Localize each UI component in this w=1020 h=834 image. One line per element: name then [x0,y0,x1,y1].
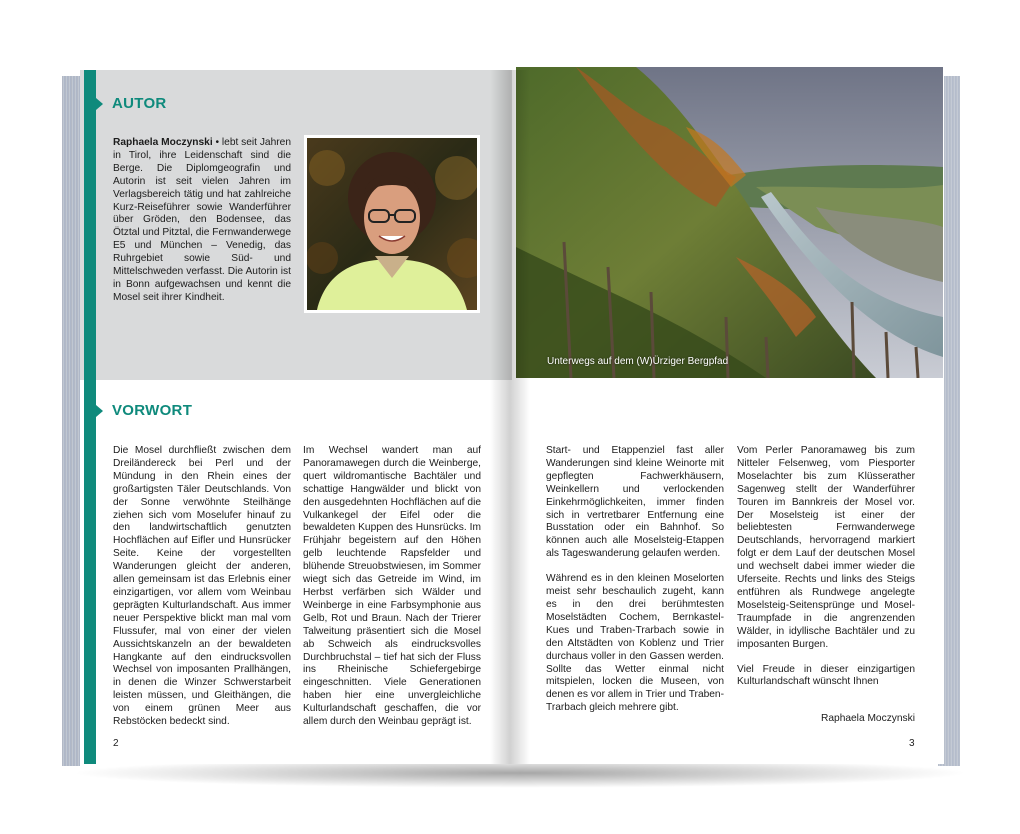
author-bio [113,137,291,305]
author-portrait-image [307,138,477,310]
preface-paragraph: Viel Freude in dieser einzigartigen Kulturlandschaft wünscht Ihnen [737,663,915,688]
heading-marker-icon [96,98,103,110]
author-photo [304,135,480,313]
preface-heading: VORWORT [112,402,193,419]
moselle-valley-image [516,67,943,378]
preface-column-4 [737,445,915,701]
preface-paragraph: Im Wechsel wandert man auf Panoramawegen durch die Weinberge, quert wildromantische Bachtäler und schattige Hangwälder und blickt von den ausgedehnten Hochflächen auf die Vulkankegel der Eifel oder die bewaldeten Kuppen des Hunsrücks. Im Frühjahr begeistern auf den Höhen gelb leuchtende Rapsfelder und blühende Streuobstwiesen, im Sommer wiegt sich das Getreide im Wind, im Herbst verfärben sich Wälder und Weinberge in eine Farbsymphonie aus Gelb, Rot und Braun. Nach der Trierer Talweitung präsentiert sich die Mosel ab Schweich als eindrucksvolles Durchbruchstal – tief hat sich der Fluss ins Rheinische Schiefergebirge eingeschnitten. Viele Generationen haben hier eine unvergleichliche Kulturlandschaft geschaffen, die vor allem durch den Weinbau geprägt ist. [303,445,481,728]
preface-paragraph: Vom Perler Panoramaweg bis zum Nitteler Felsenweg, vom Piesporter Moselachter bis zum Klüsserather Sagenweg stellt der Wanderführer Touren im Bannkreis der Mosel vor. Der Moselsteig ist einer der beliebtesten Fernwanderwege Deutschlands, hervorragend markiert folgt er dem Lauf der deutschen Mosel und wechselt dabei immer wieder die Uferseite. Rechts und links des Steigs entführen als Rundwege angelegte Moselsteig-Seitensprünge und Mosel-Traumpfade in die angrenzenden Wälder, in idyllische Bachtäler und zu imposanten Burgen. [737,445,915,650]
preface-paragraph: Die Mosel durchfließt zwischen dem Dreiländereck bei Perl und der Mündung in den Rhein eines der großartigsten Täler Deutschlands. Von der Sonne verwöhnte Steilhänge ziehen sich vom Moselufer hinauf zu den landwirtschaftlich genutzten Hochflächen auf Eifler und Hunsrücker Seite. Keine der vorgestellten Wanderungen gleicht der anderen, allen gemeinsam ist das Erlebnis einer einzigartigen, vor allem vom Weinbau geprägten Kulturlandschaft. Aus immer neuer Perspektive blickt man mal vom Flussufer, mal von einer der vielen Aussichtskanzeln an der bewaldeten Hangkante auf den eindrucksvollen Wechsel von imposanten Prallhängen, in denen die Winzer Schwerstarbeit leisten müssen, und Gleithängen, die von einem grünen Meer aus Rebstöcken bedeckt sind. [113,445,291,728]
landscape-photo [516,67,943,378]
page-number-left: 2 [113,738,119,749]
author-name: Raphaela Moczynski [113,137,213,148]
preface-paragraph: Während es in den kleinen Moselorten meist sehr beschaulich zugeht, kann es in den drei berühmtesten Moselstädten Cochem, Bernkastel-Kues und Traben-Trarbach sowie in den Altstädten von Koblenz und Trier durchaus voller in den Gassen werden. Sollte das Wetter einmal nicht mitspielen, locken die Museen, von denen es vor allem in Trier und Traben-Trarbach gleich mehrere gibt. [546,573,724,714]
author-signature: Raphaela Moczynski [821,713,915,724]
preface-column-3 [546,445,724,727]
preface-paragraph: Start- und Etappenziel fast aller Wanderungen sind kleine Weinorte mit gepflegten Fachwerkhäusern, Weinkellern und verlockenden Einkehrmöglichkeiten, immer finden sich in vertretbarer Entfernung eine Busstation oder ein Bahnhof. So können auch alle Moselsteig-Etappen als Tageswanderung gelaufen werden. [546,445,724,560]
author-heading: AUTOR [112,95,167,112]
photo-caption: Unterwegs auf dem (W)Ürziger Bergpfad [547,356,729,367]
heading-marker-icon [96,405,103,417]
book-gutter [490,70,530,764]
preface-column-1 [113,445,291,741]
preface-column-2 [303,445,481,741]
page-number-right: 3 [909,738,915,749]
accent-bar [84,70,96,764]
left-page-edges [62,76,80,766]
author-bio-text: • lebt seit Jahren in Tirol, ihre Leidenschaft sind die Berge. Die Diplomgeografin und Autorin ist seit vielen Jahren im Verlagsbereich tätig und hat zahlreiche Kurz-Reiseführer sowie Wanderführer über Gröden, den Bodensee, das Ötztal und Pitztal, die Fernwanderwege E5 und München – Venedig, das Ruhrgebiet sowie Süd- und Mittelschweden verfasst. Die Autorin ist in Bonn aufgewachsen und kennt die Mosel seit ihrer Kindheit. [113,137,291,303]
